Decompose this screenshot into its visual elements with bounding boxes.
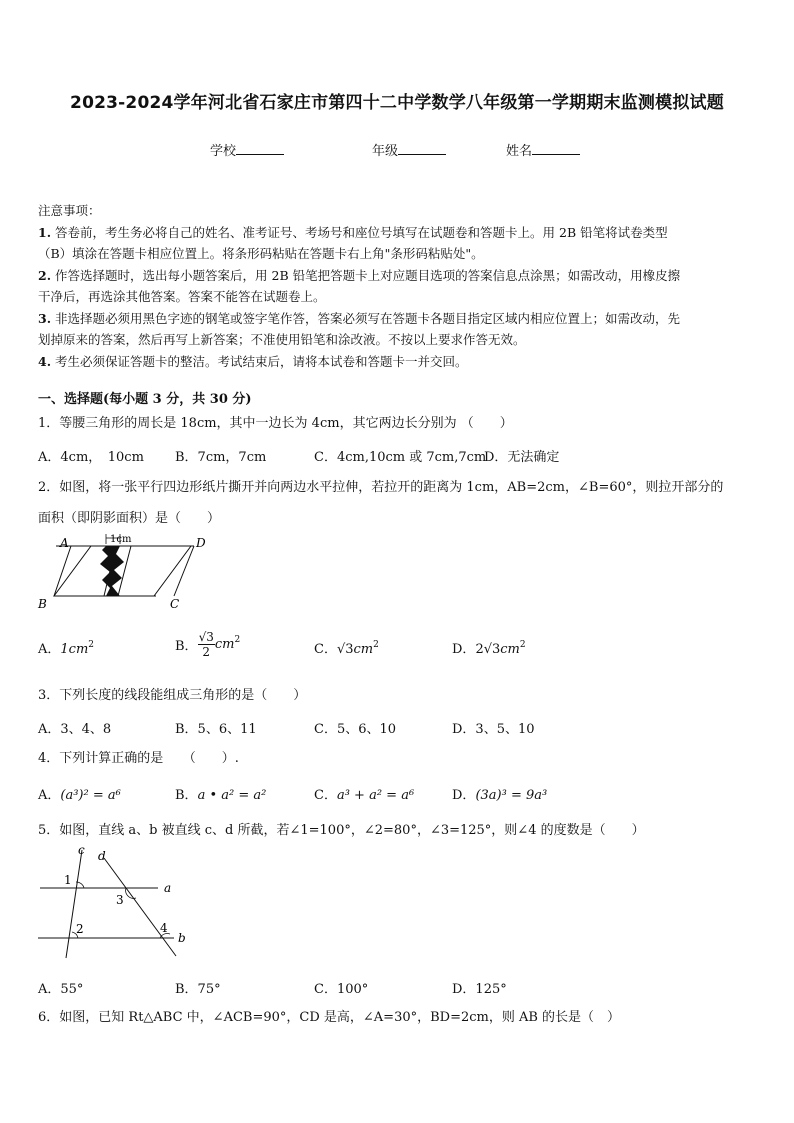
line-a-label: a	[164, 881, 172, 895]
question-1-stem: 1．等腰三角形的周长是 18cm，其中一边长为 4cm，其它两边长分别为 （ ）	[38, 416, 513, 431]
question-4-stem: 4．下列计算正确的是 （ ）.	[38, 751, 239, 766]
line-d-label: d	[98, 849, 106, 863]
option-b: B．7cm，7cm	[175, 450, 267, 465]
option-c: C．100°	[314, 982, 369, 997]
option-a: A．(a³)² = a⁶	[38, 788, 121, 803]
option-a: A．$1cm^2$	[38, 640, 95, 657]
option-b: B． $\frac{√3}{2}$ $cm^2$	[175, 630, 241, 659]
angle-2-label: 2	[76, 922, 84, 936]
name-field	[506, 140, 580, 159]
notice-item-3: 3. 非选择题必须用黑色字迹的钢笔或签字笔作答，答案必须写在答题卡各题目指定区域内相应位置上；如需改动，先	[38, 310, 681, 326]
option-b: B．75°	[175, 982, 221, 997]
option-a: A．4cm， 10cm	[38, 450, 144, 465]
grade-field	[372, 140, 446, 159]
school-label: 学校	[210, 144, 237, 159]
notice-item-3-cont: 划掉原来的答案，然后再写上新答案；不准使用铅笔和涂改液。不按以上要求作答无效。	[38, 332, 526, 347]
question-4-options	[38, 784, 760, 806]
grade-label: 年级	[372, 144, 399, 159]
question-6-stem: 6．如图，已知 Rt△ABC 中，∠ACB=90°，CD 是高，∠A=30°，BD=2cm，则 AB 的长是（ ）	[38, 1010, 621, 1025]
question-3-stem: 3．下列长度的线段能组成三角形的是（ ）	[38, 688, 307, 703]
question-3-options	[38, 718, 760, 740]
vertex-d-label: D	[196, 536, 206, 550]
angle-3-label: 3	[116, 893, 124, 907]
option-c: C．5、6、10	[314, 722, 397, 737]
name-label: 姓名	[506, 144, 533, 159]
option-c: C．a³ + a² = a⁶	[314, 788, 415, 803]
option-d: D．125°	[452, 982, 507, 997]
grade-blank	[398, 142, 446, 155]
exam-title: 2023-2024学年河北省石家庄市第四十二中学数学八年级第一学期期末监测模拟试题	[70, 93, 724, 113]
question-2-stem-cont: 面积（即阴影面积）是（ ）	[38, 511, 221, 526]
parallel-lines-figure	[36, 842, 196, 960]
notice-item-4: 4. 考生必须保证答题卡的整洁。考试结束后，请将本试卷和答题卡一并交回。	[38, 353, 468, 369]
option-d: D．3、5、10	[452, 722, 535, 737]
option-d: D．无法确定	[484, 450, 560, 465]
notice-heading: 注意事项：	[38, 203, 101, 218]
option-d: D．(3a)³ = 9a³	[452, 788, 548, 803]
school-field	[210, 140, 284, 159]
vertex-a-label: A	[60, 536, 69, 550]
option-b: B．5、6、11	[175, 722, 257, 737]
school-blank	[236, 142, 284, 155]
option-c: C．4cm,10cm 或 7cm,7cm	[314, 450, 487, 465]
question-2-stem: 2．如图，将一张平行四边形纸片撕开并向两边水平拉伸，若拉开的距离为 1cm，AB=2cm，∠B=60°，则拉开部分的	[38, 480, 724, 495]
angle-4-label: 4	[160, 921, 168, 935]
option-d: D．$2√3cm^2$	[452, 640, 526, 657]
vertex-b-label: B	[38, 597, 47, 611]
gap-label: 1cm	[110, 534, 132, 545]
section-heading: 一、选择题(每小题 3 分，共 30 分)	[38, 392, 252, 407]
parallelogram-figure	[36, 530, 216, 614]
notice-block	[38, 200, 760, 372]
option-a: A．55°	[38, 982, 84, 997]
vertex-c-label: C	[170, 597, 180, 611]
option-a: A．3、4、8	[38, 722, 112, 737]
line-c-label: c	[78, 843, 85, 857]
line-b-label: b	[178, 931, 186, 945]
name-blank	[532, 142, 580, 155]
question-1-options	[38, 446, 760, 468]
notice-item-1-cont: （B）填涂在答题卡相应位置上。将条形码粘贴在答题卡右上角"条形码粘贴处"。	[38, 246, 484, 261]
notice-item-2-cont: 干净后，再选涂其他答案。答案不能答在试题卷上。	[38, 289, 326, 304]
option-c: C．$√3cm^2$	[314, 640, 379, 657]
question-2-options	[38, 630, 760, 666]
angle-1-label: 1	[64, 873, 72, 887]
notice-item-1: 1. 答卷前，考生务必将自己的姓名、准考证号、考场号和座位号填写在试题卷和答题卡上。用 2B 铅笔将试卷类型	[38, 224, 668, 240]
notice-item-2: 2. 作答选择题时，选出每小题答案后，用 2B 铅笔把答题卡上对应题目选项的答案信息点涂黑；如需改动，用橡皮擦	[38, 267, 681, 283]
option-b: B．a • a² = a²	[175, 788, 267, 803]
question-5-options	[38, 978, 760, 1000]
question-5-stem: 5．如图，直线 a、b 被直线 c、d 所截，若∠1=100°，∠2=80°，∠3=125°，则∠4 的度数是（ ）	[38, 823, 645, 838]
